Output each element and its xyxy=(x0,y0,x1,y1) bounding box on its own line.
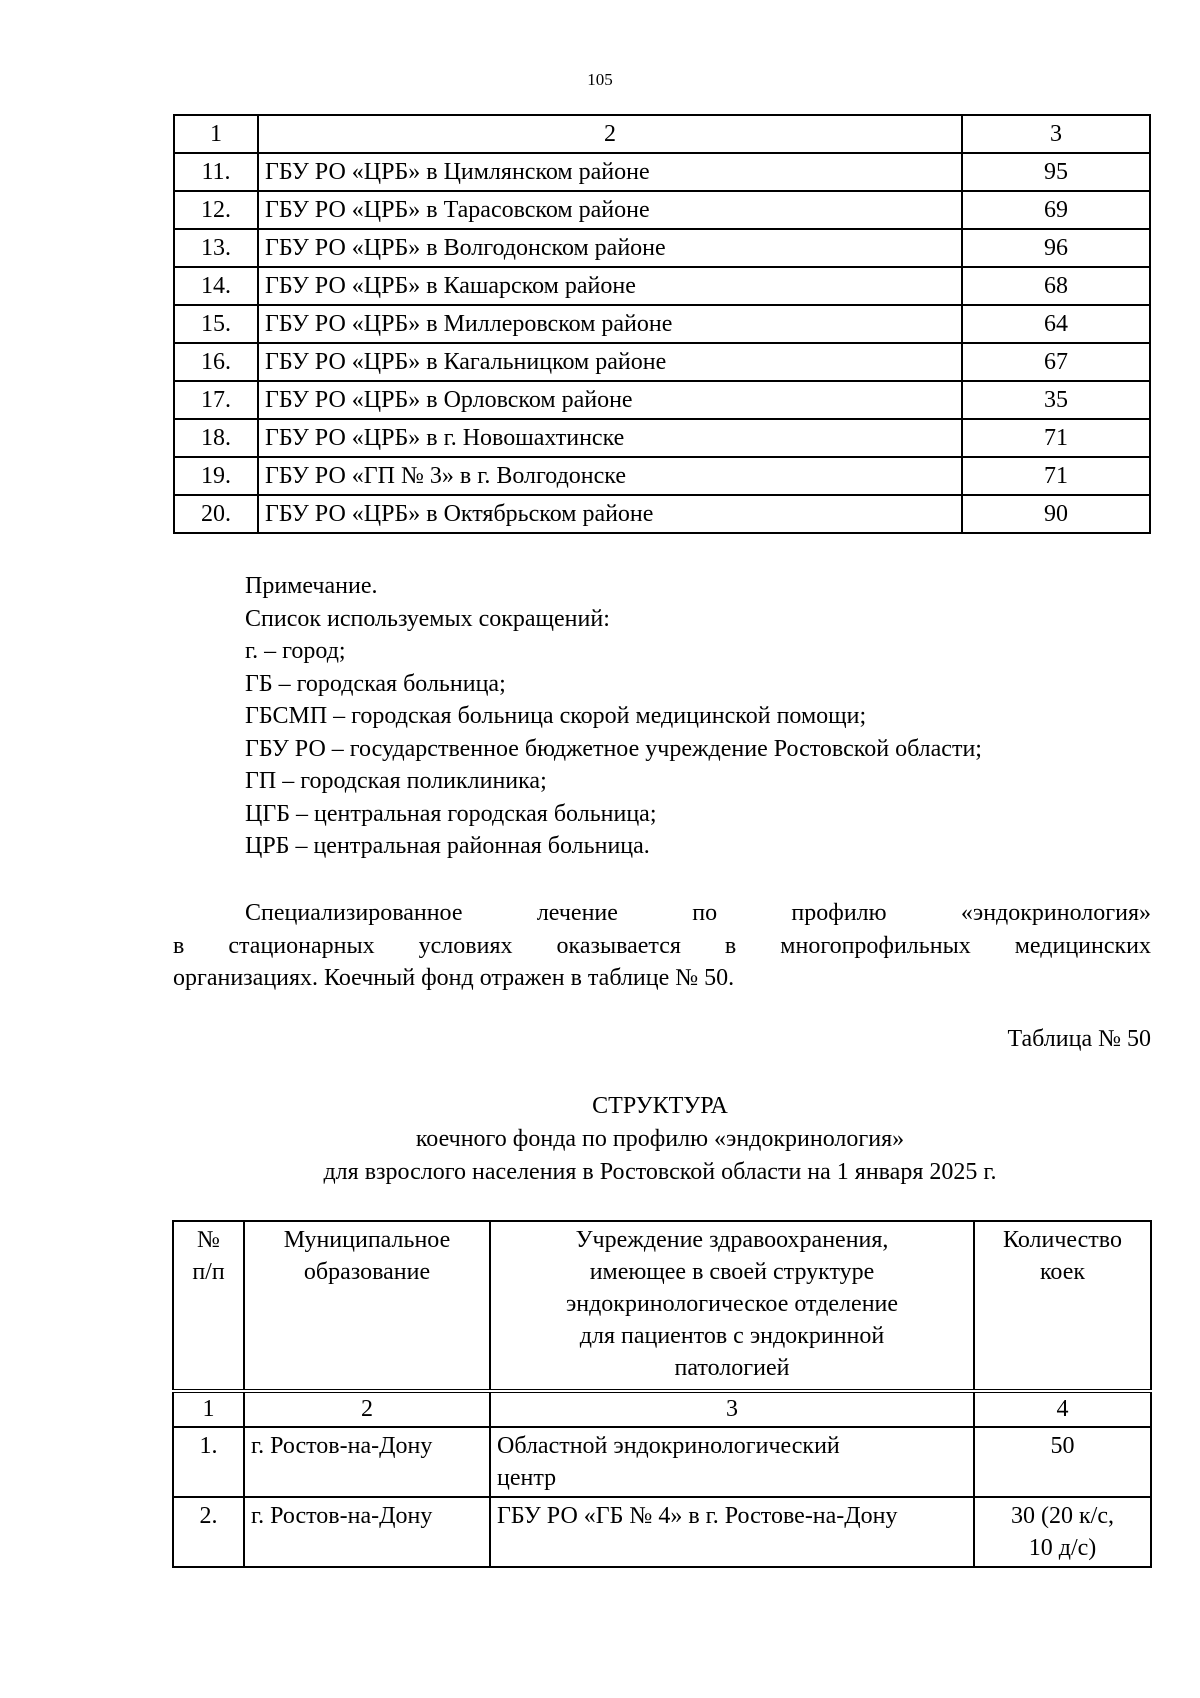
table-label: Таблица № 50 xyxy=(1007,1026,1151,1052)
bed-count: 68 xyxy=(962,267,1150,305)
column-number-3: 3 xyxy=(490,1391,974,1427)
table-row xyxy=(173,1497,1151,1567)
table-row xyxy=(174,419,1150,457)
header-text: коек xyxy=(1039,1259,1086,1285)
institution-line: центр xyxy=(497,1465,557,1491)
bed-count-line: 10 д/с) xyxy=(1028,1535,1097,1561)
header-municipality xyxy=(244,1221,490,1391)
column-number-2: 2 xyxy=(258,115,962,153)
column-number-1: 1 xyxy=(174,115,258,153)
page-number: 105 xyxy=(587,70,613,89)
header-text: образование xyxy=(303,1259,431,1285)
header-beds xyxy=(974,1221,1151,1391)
row-number: 2. xyxy=(173,1497,244,1567)
table-header-row xyxy=(173,1221,1151,1391)
bed-count: 67 xyxy=(962,343,1150,381)
beds-table-continuation xyxy=(173,114,1151,534)
table-row xyxy=(174,305,1150,343)
column-number-1: 1 xyxy=(173,1391,244,1427)
abbreviations-note xyxy=(245,570,982,863)
row-number: 20. xyxy=(174,495,258,533)
header-text: патологией xyxy=(674,1355,790,1381)
header-text: для пациентов с эндокринной xyxy=(579,1323,885,1349)
bed-count: 95 xyxy=(962,153,1150,191)
abbreviation-item: ГБСМП – городская больница скорой медицинской помощи; xyxy=(245,703,867,729)
institution xyxy=(490,1427,974,1497)
column-number-3: 3 xyxy=(962,115,1150,153)
institution-name: ГБУ РО «ГП № 3» в г. Волгодонске xyxy=(258,457,962,495)
institution-name: ГБУ РО «ЦРБ» в Тарасовском районе xyxy=(258,191,962,229)
abbreviation-item: ЦРБ – центральная районная больница. xyxy=(245,833,650,859)
municipality: г. Ростов-на-Дону xyxy=(244,1497,490,1567)
header-text: Муниципальное xyxy=(283,1227,451,1253)
column-number-2: 2 xyxy=(244,1391,490,1427)
paragraph-line: в стационарных условиях оказывается в многопрофильных медицинских xyxy=(173,932,1151,959)
institution-line: Областной эндокринологический xyxy=(497,1433,840,1459)
title-line: для взрослого населения в Ростовской области на 1 января 2025 г. xyxy=(323,1159,997,1185)
table-row xyxy=(173,1427,1151,1497)
header-institution xyxy=(490,1221,974,1391)
bed-count-line: 30 (20 к/с, xyxy=(1011,1503,1114,1529)
institution-name: ГБУ РО «ЦРБ» в г. Новошахтинске xyxy=(258,419,962,457)
column-number-4: 4 xyxy=(974,1391,1151,1427)
table-row xyxy=(174,267,1150,305)
institution-name: ГБУ РО «ЦРБ» в Кашарском районе xyxy=(258,267,962,305)
institution-name: ГБУ РО «ЦРБ» в Кагальницком районе xyxy=(258,343,962,381)
title-line: коечного фонда по профилю «эндокринология» xyxy=(415,1126,905,1152)
abbreviation-item: ГБ – городская больница; xyxy=(245,670,506,697)
table-header-row xyxy=(174,115,1150,153)
row-number: 11. xyxy=(174,153,258,191)
institution-name: ГБУ РО «ЦРБ» в Октябрьском районе xyxy=(258,495,962,533)
bed-count: 71 xyxy=(962,419,1150,457)
row-number: 16. xyxy=(174,343,258,381)
row-number: 19. xyxy=(174,457,258,495)
bed-count: 90 xyxy=(962,495,1150,533)
table-row xyxy=(174,457,1150,495)
bed-count: 35 xyxy=(962,381,1150,419)
column-numbers-row xyxy=(173,1391,1151,1427)
header-text: эндокринологическое отделение xyxy=(565,1291,899,1317)
abbreviation-item: г. – город; xyxy=(245,638,346,664)
header-text: имеющее в своей структуре xyxy=(589,1259,875,1285)
table-row xyxy=(174,495,1150,533)
row-number: 13. xyxy=(174,229,258,267)
note-subtitle: Список используемых сокращений: xyxy=(245,605,610,632)
table-title xyxy=(0,1090,1200,1189)
municipality: г. Ростов-на-Дону xyxy=(244,1427,490,1497)
table-row xyxy=(174,229,1150,267)
bed-count: 64 xyxy=(962,305,1150,343)
institution-name: ГБУ РО «ЦРБ» в Волгодонском районе xyxy=(258,229,962,267)
bed-count: 96 xyxy=(962,229,1150,267)
row-number: 12. xyxy=(174,191,258,229)
paragraph-line: организациях. Коечный фонд отражен в таблице № 50. xyxy=(173,965,735,991)
institution-name: ГБУ РО «ЦРБ» в Цимлянском районе xyxy=(258,153,962,191)
row-number: 18. xyxy=(174,419,258,457)
header-text: п/п xyxy=(192,1259,225,1285)
abbreviation-item: ГП – городская поликлиника; xyxy=(245,768,547,794)
institution-name: ГБУ РО «ЦРБ» в Миллеровском районе xyxy=(258,305,962,343)
abbreviation-item: ГБУ РО – государственное бюджетное учреждение Ростовской области; xyxy=(245,735,982,762)
header-text: Учреждение здравоохранения, xyxy=(575,1227,889,1253)
title-line: СТРУКТУРА xyxy=(592,1093,728,1119)
header-text: Количество xyxy=(1003,1227,1122,1253)
row-number: 1. xyxy=(173,1427,244,1497)
table-row xyxy=(174,343,1150,381)
bed-count-line: 50 xyxy=(1050,1433,1075,1459)
table-row xyxy=(174,191,1150,229)
table-row xyxy=(174,153,1150,191)
bed-count xyxy=(974,1497,1151,1567)
paragraph-line: Специализированное лечение по профилю «эндокринология» xyxy=(245,900,1151,926)
row-number: 17. xyxy=(174,381,258,419)
institution-line: ГБУ РО «ГБ № 4» в г. Ростове-на-Дону xyxy=(497,1503,898,1529)
note-title: Примечание. xyxy=(245,573,378,599)
body-paragraph xyxy=(173,897,1151,995)
bed-count xyxy=(974,1427,1151,1497)
row-number: 15. xyxy=(174,305,258,343)
bed-count: 69 xyxy=(962,191,1150,229)
row-number: 14. xyxy=(174,267,258,305)
table-row xyxy=(174,381,1150,419)
bed-count: 71 xyxy=(962,457,1150,495)
abbreviation-item: ЦГБ – центральная городская больница; xyxy=(245,800,657,827)
institution xyxy=(490,1497,974,1567)
endocrinology-beds-table xyxy=(172,1220,1152,1568)
header-number xyxy=(173,1221,244,1391)
header-text: № xyxy=(197,1227,220,1253)
institution-name: ГБУ РО «ЦРБ» в Орловском районе xyxy=(258,381,962,419)
